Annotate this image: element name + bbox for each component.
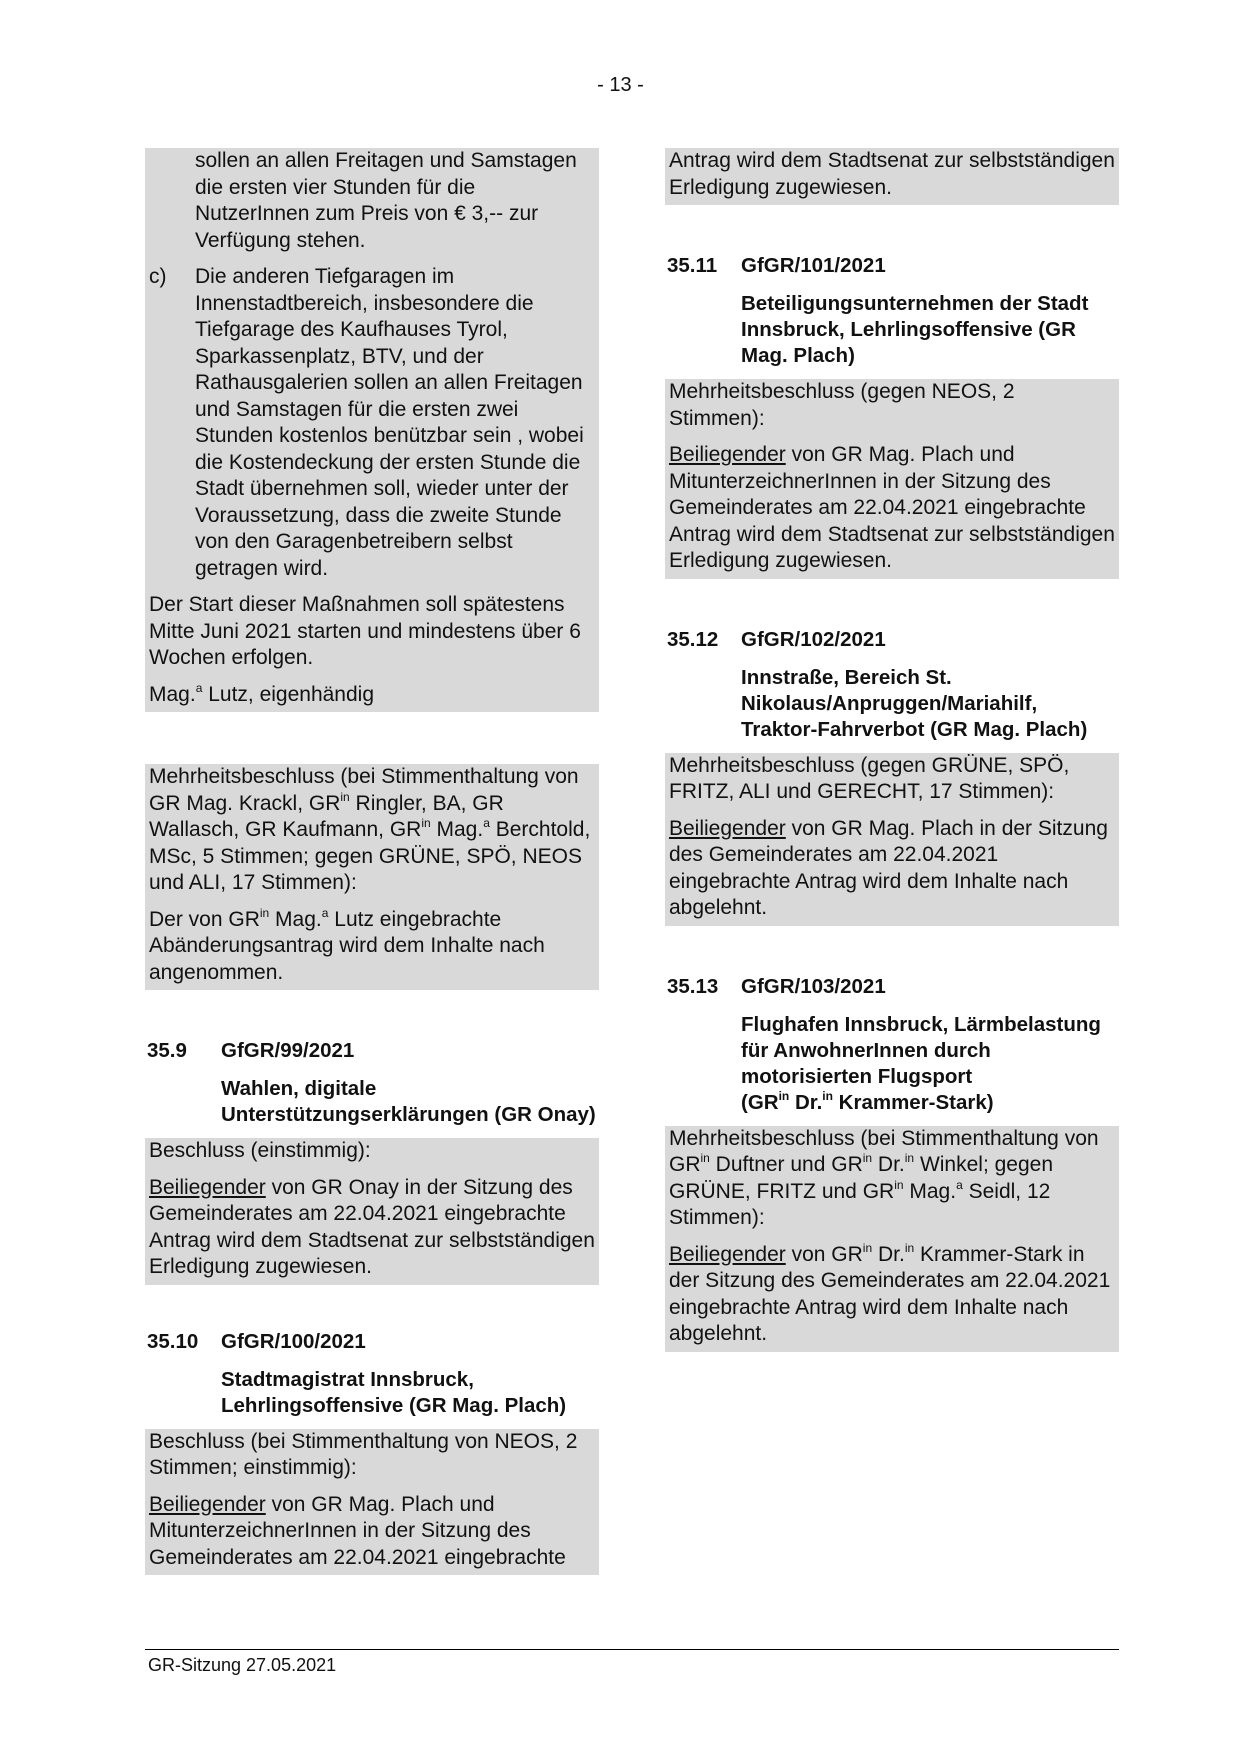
amendment-text: Der von $GR^{in}$ Mag.$^a$ Lutz eingebrachte Abänderungsantrag wird dem Inhalte nach angenommen. xyxy=(149,905,545,984)
section-code: GfGR/100/2021 xyxy=(221,1329,366,1353)
left-column xyxy=(145,148,599,1575)
section-number: 35.13 xyxy=(667,974,719,998)
footer-divider xyxy=(145,1649,1119,1650)
section-code: GfGR/102/2021 xyxy=(741,627,886,651)
section-code: GfGR/99/2021 xyxy=(221,1039,355,1062)
section-35-10 xyxy=(145,1329,599,1576)
continuation-block xyxy=(665,148,1119,205)
signature: Mag.$^a$ Lutz, eigenhändig xyxy=(149,680,375,706)
decision-text: Beiliegender von GR Mag. Plach und MitunterzeichnerInnen in der Sitzung des Gemeinderates am 22.04.2021 eingebrachte xyxy=(149,1492,566,1569)
decision-block xyxy=(665,753,1119,926)
section-code: GfGR/101/2021 xyxy=(741,254,886,277)
decision-block xyxy=(145,1138,599,1285)
decision-text: Beiliegender von $GR^{in}$ Dr.$^{in}$ Krammer-Stark in der Sitzung des Gemeinderates am 22.04.2021 eingebrachte Antrag wird dem Inhalte nach abgelehnt. xyxy=(669,1240,1111,1345)
decision-block xyxy=(145,1429,599,1576)
section-number: 35.9 xyxy=(147,1039,187,1062)
start-text: Der Start dieser Maßnahmen soll spätestens Mitte Juni 2021 starten und mindestens über 6 Wochen erfolgen. xyxy=(149,593,581,669)
section-35-12 xyxy=(665,627,1119,926)
vote-text: Mehrheitsbeschluss (bei Stimmenthaltung von GR Mag. Krackl, $GR^{in}$ Ringler, BA, GR Wallasch, GR Kaufmann, $GR^{in}$ Mag.$^a$ Berchtold, MSc, 5 Stimmen; gegen GRÜNE, SPÖ, NEOS und ALI, 17 Stimmen): xyxy=(149,765,591,894)
vote-text: Beschluss (einstimmig): xyxy=(149,1139,371,1162)
vote-text: Mehrheitsbeschluss (gegen GRÜNE, SPÖ, FRITZ, ALI und GERECHT, 17 Stimmen): xyxy=(669,753,1070,803)
list-item-text: Die anderen Tiefgaragen im Innenstadtbereich, insbesondere die Tiefgarage des Kaufhauses Tyrol, Sparkassenplatz, BTV, und der Rathausgalerien sollen an allen Freitagen und Samstagen für die ersten zwei Stunden kostenlos benützbar sein , wobei die Kostendeckung der ersten Stunde die Stadt übernehmen soll, wieder unter der Voraussetzung, dass die zweite Stunde von den Garagenbetreibern selbst getragen wird. xyxy=(195,265,584,580)
decision-text: Beiliegender von GR Mag. Plach in der Sitzung des Gemeinderates am 22.04.2021 eingebrachte Antrag wird dem Inhalte nach abgelehnt. xyxy=(669,816,1108,919)
section-number: 35.10 xyxy=(147,1329,199,1353)
decision-text: Beiliegender von GR Onay in der Sitzung des Gemeinderates am 22.04.2021 eingebrachte Antrag wird dem Stadtsenat zur selbstständigen Erledigung zugewiesen. xyxy=(149,1175,595,1278)
section-35-13 xyxy=(665,974,1119,1352)
section-title: Stadtmagistrat Innsbruck, Lehrlingsoffensive (GR Mag. Plach) xyxy=(221,1367,567,1417)
decision-block xyxy=(665,379,1119,579)
section-title: Wahlen, digitale Unterstützungserklärungen (GR Onay) xyxy=(221,1077,596,1126)
section-title: Flughafen Innsbruck, Lärmbelastung für AnwohnerInnen durch motorisierten Flugsport ($GR^{in}$ Dr.$^{in}$ Krammer-Stark) xyxy=(741,1012,1101,1114)
vote-block xyxy=(145,764,599,990)
list-letter: c) xyxy=(149,265,167,288)
section-title: Beteiligungsunternehmen der Stadt Innsbruck, Lehrlingsoffensive (GR Mag. Plach) xyxy=(741,292,1089,367)
footer: GR-Sitzung 27.05.2021 xyxy=(148,1655,337,1675)
list-item-continuation: sollen an allen Freitagen und Samstagen die ersten vier Stunden für die NutzerInnen zum Preis von € 3,-- zur Verfügung stehen. xyxy=(195,149,577,252)
right-column xyxy=(665,148,1119,1352)
decision-text: Beiliegender von GR Mag. Plach und MitunterzeichnerInnen in der Sitzung des Gemeinderates am 22.04.2021 eingebrachte Antrag wird dem Stadtsenat zur selbstständigen Erledigung zugewiesen. xyxy=(669,443,1115,572)
section-title: Innstraße, Bereich St. Nikolaus/Anpruggen/Mariahilf, Traktor-Fahrverbot (GR Mag. Plach) xyxy=(741,665,1088,741)
vote-text: Mehrheitsbeschluss (bei Stimmenthaltung von $GR^{in}$ Duftner und $GR^{in}$ Dr.$^{in}$ Winkel; gegen GRÜNE, FRITZ und $GR^{in}$ Mag.$^a$ Seidl, 12 Stimmen): xyxy=(669,1126,1099,1229)
section-number: 35.11 xyxy=(667,254,718,277)
vote-text: Beschluss (bei Stimmenthaltung von NEOS, 2 Stimmen; einstimmig): xyxy=(149,1429,578,1479)
list-item-c xyxy=(149,264,595,582)
page-number: - 13 - xyxy=(597,74,644,96)
resolution-text-block xyxy=(145,148,599,712)
continuation-text: Antrag wird dem Stadtsenat zur selbstständigen Erledigung zugewiesen. xyxy=(669,149,1115,199)
vote-text: Mehrheitsbeschluss (gegen NEOS, 2 Stimmen): xyxy=(669,380,1015,430)
section-code: GfGR/103/2021 xyxy=(741,974,886,998)
decision-block xyxy=(665,1126,1119,1352)
section-number: 35.12 xyxy=(667,627,719,651)
section-35-11 xyxy=(665,253,1119,579)
section-35-9 xyxy=(145,1038,599,1285)
